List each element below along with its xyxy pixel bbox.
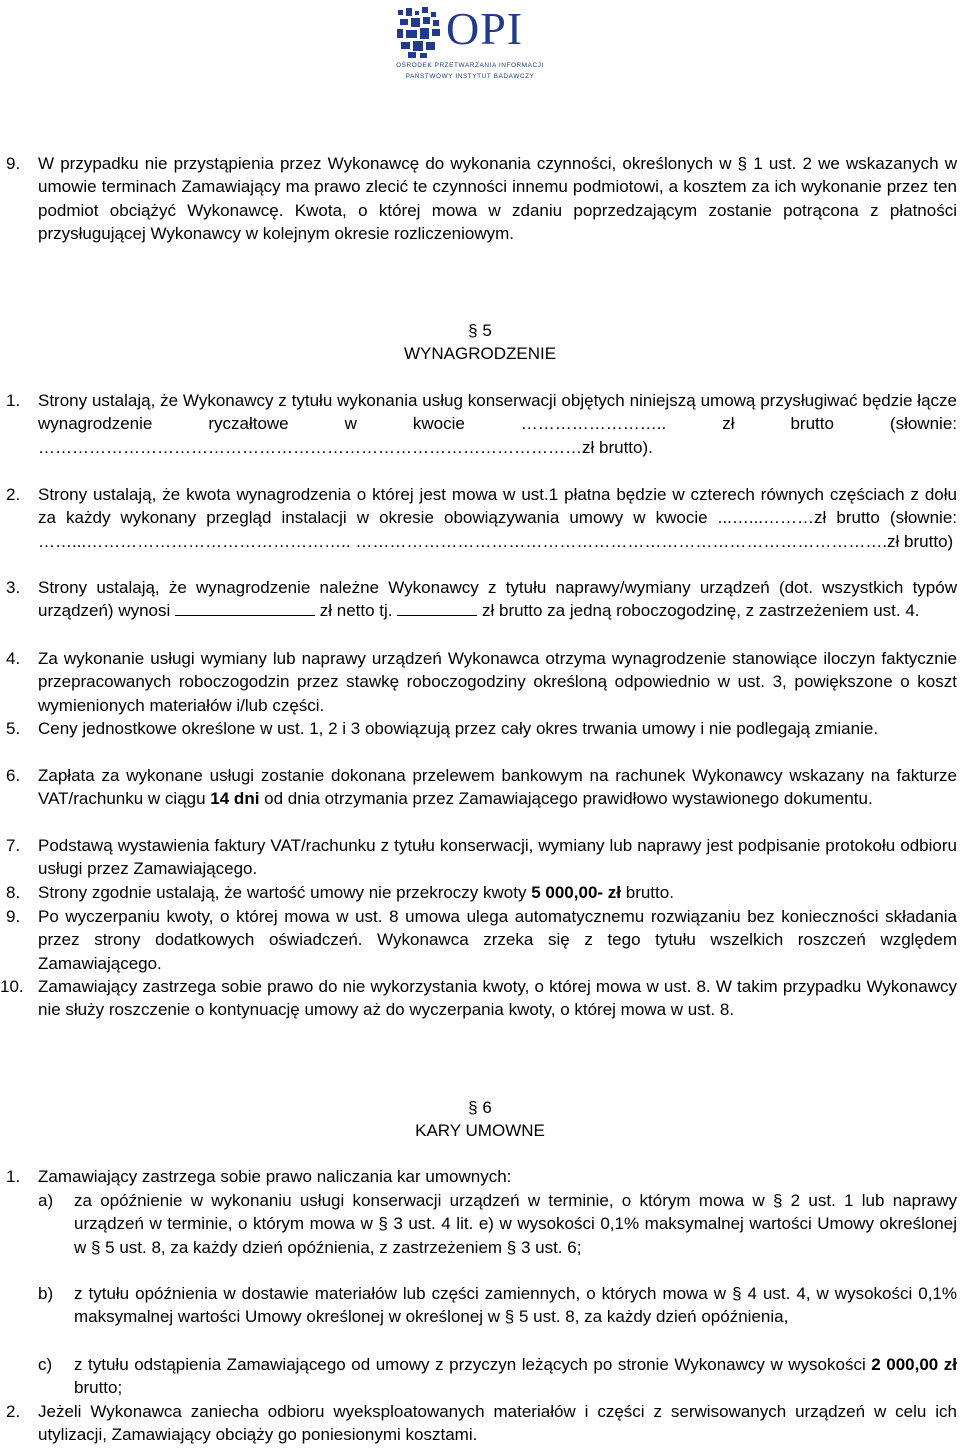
item-number: 1. xyxy=(6,391,21,410)
item-text: Podstawą wystawienia faktury VAT/rachunku z tytułu konserwacji, wymiany lub naprawy jest podpisanie protokołu odbioru usługi przez Zamawiającego. xyxy=(38,836,957,879)
item-text xyxy=(38,576,957,623)
subitem-letter: a) xyxy=(38,1191,54,1210)
subitem-text xyxy=(74,1353,957,1400)
item-text: Strony ustalają, że Wykonawcy z tytułu wykonania usług konserwacji objętych niniejszą umową przysługiwać będzie łącze wynagrodzenie ryczałtowe w kwocie …………………….. zł brutto (słownie: ……………………………………………………………………………………zł brutto). xyxy=(38,391,957,457)
contract-max-value: 5 000,00- zł xyxy=(531,883,621,902)
subitem-text-part: z tytułu odstąpienia Zamawiającego od umowy z przyczyn leżących po stronie Wykonawcy w wysokości xyxy=(74,1355,866,1374)
gross-amount-blank xyxy=(397,602,477,616)
opi-emblem-icon xyxy=(396,6,448,60)
item-number: 7. xyxy=(6,836,21,855)
item-text-part: zł brutto za jedną roboczogodzinę, z zastrzeżeniem ust. 4. xyxy=(481,601,920,621)
logo-subtitle-line2: PAŃSTWOWY INSTYTUT BADAWCZY xyxy=(405,73,535,80)
section-6-symbol: § 6 xyxy=(468,1098,492,1117)
subitem-text: z tytułu opóźnienia w dostawie materiałów lub części zamiennych, o których mowa w § 4 ust. 4, w wysokości 0,1% maksymalnej wartości Umowy określonej w określonej w § 5 ust. 8, za każdy dzień opóźnienia, xyxy=(74,1284,957,1327)
penalty-amount: 2 000,00 zł xyxy=(871,1355,957,1374)
item-text: Za wykonanie usługi wymiany lub naprawy urządzeń Wykonawca otrzyma wynagrodzenie stanowiące iloczyn faktycznie przepracowanych roboczogodzin przez stawkę roboczogodziny określoną odpowiednio w ust. 3, powiększone o koszt wymienionych materiałów i/lub części. xyxy=(38,649,957,715)
section-5-title: WYNAGRODZENIE xyxy=(403,344,557,363)
item-text: Strony ustalają, że kwota wynagrodzenia o której jest mowa w ust.1 płatna będzie w czterech równych częściach z dołu za każdy wykonany przegląd instalacji w okresie obowiązywania umowy w kwocie ...…...………zł brutto (słownie: ……...……………………………………….. ………………………………………………………………………………….zł brutto) xyxy=(38,485,957,551)
item-number: 1. xyxy=(6,1167,21,1186)
section-5-symbol: § 5 xyxy=(468,321,492,340)
logo-brand-text: OPI xyxy=(446,3,524,54)
payment-term: 14 dni xyxy=(210,789,260,809)
subitem-text-part: brutto; xyxy=(74,1378,123,1398)
item-text-part: Strony zgodnie ustalają, że wartość umowy nie przekroczy kwoty xyxy=(38,883,527,902)
opi-logo xyxy=(396,3,544,82)
item-text-part: zł netto tj. xyxy=(319,601,393,621)
logo-subtitle-line1: OŚRODEK PRZETWARZANIA INFORMACJI xyxy=(396,62,544,69)
item-number: 2. xyxy=(6,485,21,504)
item-text xyxy=(38,764,957,811)
item-text: Zamawiający zastrzega sobie prawo do nie wykorzystania kwoty, o której mowa w ust. 8. W takim przypadku Wykonawcy nie służy roszczenie o kontynuację umowy aż do wyczerpania kwoty, o której mowa w ust. 8. xyxy=(38,977,957,1020)
item-number: 2. xyxy=(6,1402,21,1421)
item-number: 3. xyxy=(6,578,21,597)
section-6-title: KARY UMOWNE xyxy=(415,1121,545,1140)
item-text-part: Strony ustalają, że wynagrodzenie należne Wykonawcy z tytułu naprawy/wymiany urządzeń (dot. wszystkich typów urządzeń) wynosi xyxy=(38,578,957,621)
item-number: 9. xyxy=(6,907,21,926)
item-text: Jeżeli Wykonawca zaniecha odbioru wyeksploatowanych materiałów i części z serwisowanych urządzeń w celu ich utylizacji, Zamawiający obciąży go poniesionymi kosztami. xyxy=(38,1402,957,1445)
item-number: 8. xyxy=(6,883,21,902)
item-text: Po wyczerpaniu kwoty, o której mowa w ust. 8 umowa ulega automatycznemu rozwiązaniu bez konieczności składania przez strony dodatkowych oświadczeń. Wykonawca zrzeka się z tego tytułu wszelkich roszczeń względem Zamawiającego. xyxy=(38,907,957,973)
item-text-part: Zapłata za wykonane usługi zostanie dokonana przelewem bankowym na rachunek Wykonawcy wskazany na fakturze VAT/rachunku w ciągu xyxy=(38,766,957,809)
subitem-letter: b) xyxy=(38,1284,54,1303)
item-number: 6. xyxy=(6,766,21,785)
clause-text: W przypadku nie przystąpienia przez Wykonawcę do wykonania czynności, określonych w § 1 ust. 2 we wskazanych w umowie terminach Zamawiający ma prawo zlecić te czynności innemu podmiotowi, a kosztem za ich wykonanie przez ten podmiot obciążyć Wykonawcę. Kwota, o której mowa w zdaniu poprzedzającym zostanie potrącona z płatności przysługującej Wykonawcy w kolejnym okresie rozliczeniowym. xyxy=(38,154,957,243)
clause-number: 9. xyxy=(6,154,21,173)
item-number: 5. xyxy=(6,719,21,738)
net-amount-blank xyxy=(175,602,315,616)
item-text xyxy=(38,881,957,904)
item-text: Zamawiający zastrzega sobie prawo naliczania kar umownych: xyxy=(38,1167,512,1186)
item-text-part: brutto. xyxy=(625,883,674,902)
item-number: 10. xyxy=(0,977,24,996)
subitem-text: za opóźnienie w wykonaniu usługi konserwacji urządzeń w terminie, o którym mowa w § 2 ust. 1 lub naprawy urządzeń w terminie, o którym mowa w § 3 ust. 4 lit. e) w wysokości 0,1% maksymalnej wartości Umowy określonej w § 5 ust. 8, za każdy dzień opóźnienia, z zastrzeżeniem § 3 ust. 6; xyxy=(74,1191,957,1257)
item-text: Ceny jednostkowe określone w ust. 1, 2 i 3 obowiązują przez cały okres trwania umowy i nie podlegają zmianie. xyxy=(38,719,879,738)
subitem-letter: c) xyxy=(38,1355,53,1374)
item-number: 4. xyxy=(6,649,21,668)
item-text-part: od dnia otrzymania przez Zamawiającego prawidłowo wystawionego dokumentu. xyxy=(264,789,873,809)
